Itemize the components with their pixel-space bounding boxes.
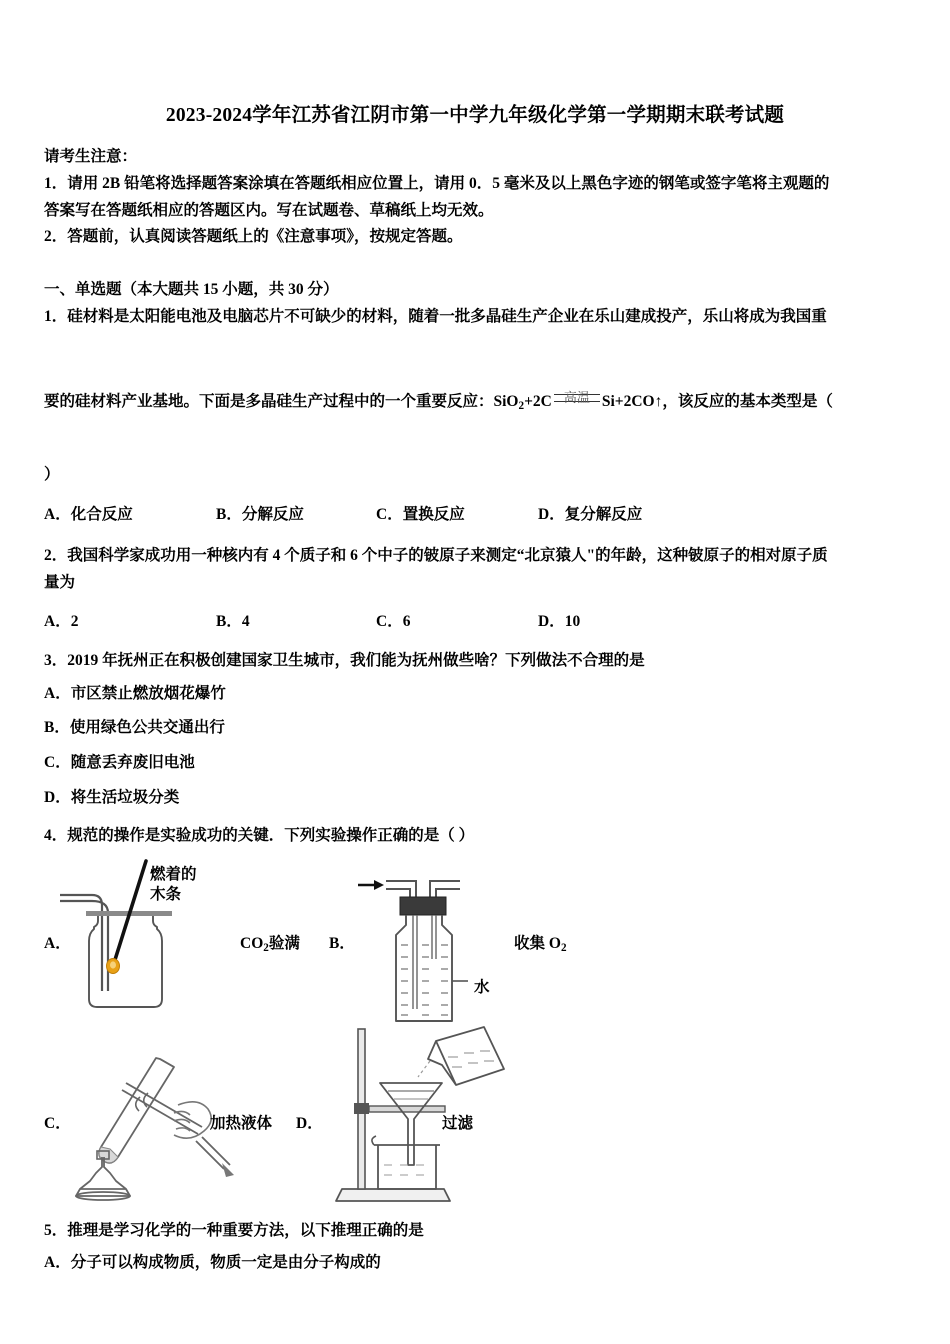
option-1-c[interactable] [376,502,465,524]
question-2-stem-line-2: 量为 [44,574,76,592]
option-5-a[interactable] [44,1246,906,1281]
option-3-c[interactable] [44,746,906,781]
option-2-d-text: 10 [564,613,581,631]
question-1-stem-line-3: ） [44,466,60,484]
option-3-a[interactable] [44,677,906,712]
option-3-b-key: B． [44,719,70,737]
question-1-stem-line-2 [44,388,906,417]
question-1-stem-line-1: 1．硅材料是太阳能电池及电脑芯片不可缺少的材料，随着一批多晶硅生产企业在乐山建成投产，乐山将成为我国重 [44,308,827,326]
notice-line-3: 2．答题前，认真阅读答题纸上的《注意事项》，按规定答题。 [44,228,463,246]
option-4-d-key[interactable]: D． [296,1115,323,1133]
notice-block [44,144,906,251]
question-4-figures [44,857,906,1207]
option-1-b-key: B． [216,506,242,524]
option-2-d[interactable] [538,609,580,631]
option-5-a-text: 分子可以构成物质，物质一定是由分子构成的 [70,1254,381,1272]
question-5-stem: 5．推理是学习化学的一种重要方法，以下推理正确的是 [44,1222,424,1240]
question-4 [44,822,906,849]
filtration-funnel-stand-figure [332,1025,532,1207]
option-2-d-key: D． [538,613,565,631]
question-1-stem-text-mid: +2C [524,393,552,411]
question-5 [44,1217,906,1244]
question-5-options [44,1246,906,1281]
formula-subscript-sio2: 2 [518,400,525,413]
option-2-c-key: C． [376,613,403,631]
reaction-condition-label: 高温 [563,389,590,405]
option-3-a-key: A． [44,684,71,702]
option-4-a-caption-prefix: CO [240,935,264,953]
option-1-a-text: 化合反应 [70,506,133,524]
option-4-c-caption: 加热液体 [210,1115,273,1133]
section-heading: 一、单选题（本大题共 15 小题，共 30 分） [44,281,339,299]
option-2-a-key: A． [44,613,71,631]
question-2-stem-line-1: 2．我国科学家成功用一种核内有 4 个质子和 6 个中子的铍原子来测定“北京猿人"的年龄，这种铍原子的相对原子质 [44,547,828,565]
option-4-a-caption-sub: 2 [263,942,269,955]
option-2-a-text: 2 [70,613,79,631]
option-3-c-key: C． [44,754,71,772]
option-2-b[interactable] [216,609,250,631]
option-4-a-caption [240,931,300,954]
question-1-stem-text-before: 要的硅材料产业基地。下面是多晶硅生产过程中的一个重要反应：SiO [44,393,519,411]
option-4-a-annotation-line-1: 燃着的 [150,866,197,884]
option-1-b-text: 分解反应 [241,506,304,524]
option-4-a-caption-suffix: 验满 [268,935,300,953]
option-1-c-key: C． [376,506,403,524]
option-3-d[interactable] [44,781,906,816]
option-1-c-text: 置换反应 [402,506,465,524]
page-title: 2023-2024学年江苏省江阴市第一中学九年级化学第一学期期末联考试题 [165,105,785,126]
option-3-a-text: 市区禁止燃放烟花爆竹 [70,684,226,702]
question-2-options [44,609,906,639]
option-4-a-annotation [150,865,222,905]
notice-line-2: 答案写在答题纸相应的答题区内。写在试题卷、草稿纸上均无效。 [44,201,494,219]
option-2-b-text: 4 [241,613,250,631]
option-3-b[interactable] [44,711,906,746]
option-5-a-key: A． [44,1254,71,1272]
option-4-b-caption-sub: 2 [560,942,567,955]
question-4-stem: 4．规范的操作是实验成功的关键．下列实验操作正确的是（ ） [44,827,475,845]
option-4-a-key[interactable]: A． [44,935,71,953]
option-4-b-caption-prefix: 收集 O [514,935,561,953]
option-1-d-key: D． [538,506,565,524]
option-4-b-caption [514,931,567,954]
option-1-d-text: 复分解反应 [564,506,643,524]
question-1-options [44,502,906,532]
option-1-a-key: A． [44,506,71,524]
question-3-options [44,677,906,817]
question-3 [44,647,906,674]
option-2-a[interactable] [44,609,78,631]
option-3-c-text: 随意丢弃废旧电池 [70,754,195,772]
option-4-c-key[interactable]: C． [44,1115,71,1133]
question-2 [44,542,906,596]
gas-washing-bottle-figure [356,863,516,1033]
option-2-b-key: B． [216,613,242,631]
notice-line-1: 1．请用 2B 铅笔将选择题答案涂填在答题纸相应位置上，请用 0．5 毫米及以上黑色字迹的钢笔或签字笔将主观题的 [44,175,830,193]
option-4-b-annotation: 水 [474,979,490,997]
option-1-b[interactable] [216,502,304,524]
option-4-d-caption: 过滤 [442,1115,474,1133]
option-1-d[interactable] [538,502,642,524]
document-body [44,0,906,1281]
option-3-d-key: D． [44,789,71,807]
reaction-arrow [552,388,602,415]
notice-heading: 请考生注意： [44,148,138,166]
option-2-c[interactable] [376,609,410,631]
option-4-a-annotation-line-2: 木条 [150,886,182,904]
option-4-b-key[interactable]: B． [329,935,355,953]
option-2-c-text: 6 [402,613,411,631]
option-3-b-text: 使用绿色公共交通出行 [69,719,225,737]
option-3-d-text: 将生活垃圾分类 [70,789,180,807]
question-3-stem: 3．2019 年抚州正在积极创建国家卫生城市，我们能为抚州做些啥？下列做法不合理的是 [44,652,645,670]
question-1 [44,303,906,488]
option-1-a[interactable] [44,502,133,524]
question-1-stem-text-after: Si+2CO↑，该反应的基本类型是（ [601,393,833,411]
